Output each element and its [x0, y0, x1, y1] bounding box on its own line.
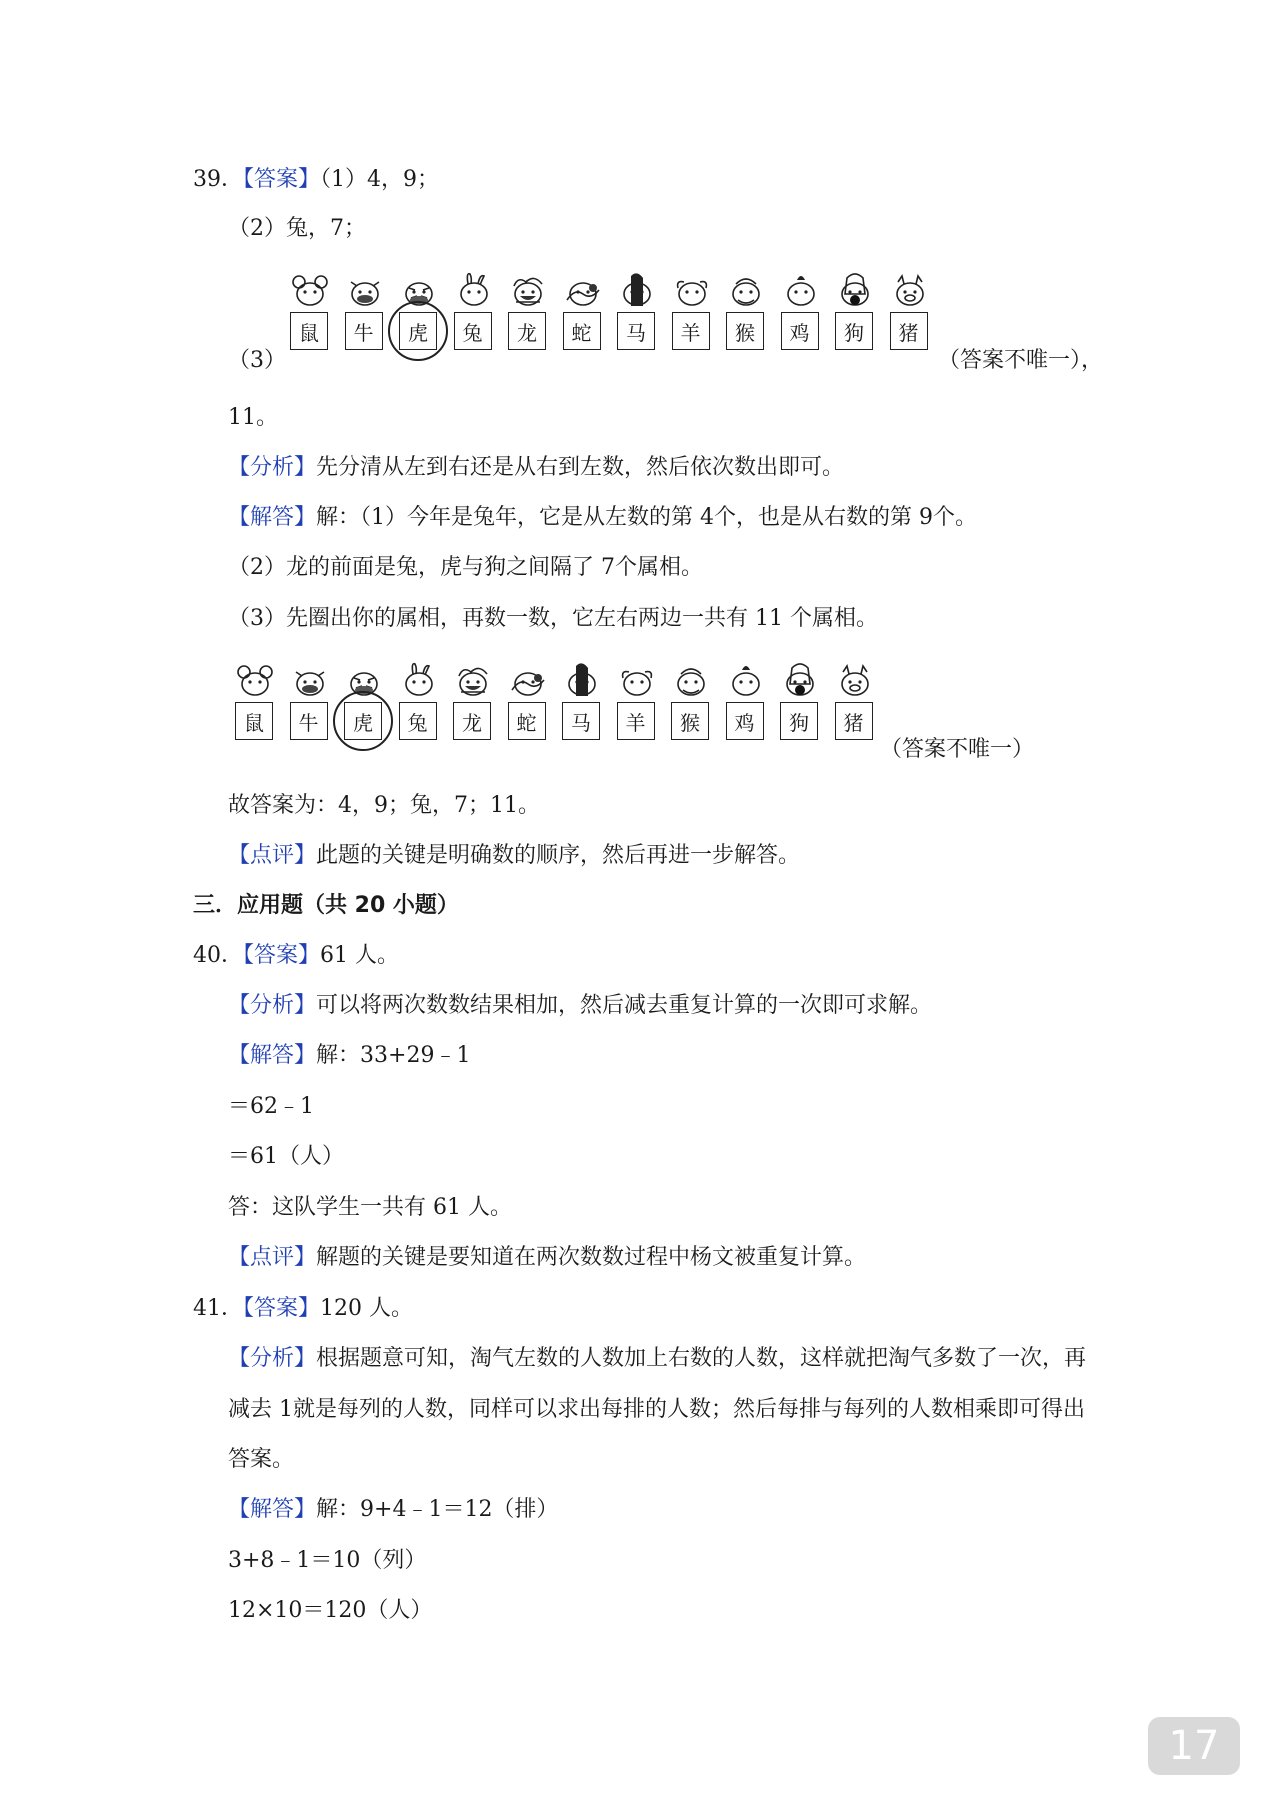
q41-analysis — [228, 1344, 1086, 1374]
q39-answer-line — [193, 165, 439, 195]
zodiac-label: 羊 — [672, 312, 710, 350]
q41-analysis-text: 根据题意可知，淘气左数的人数加上右数的人数，这样就把淘气多数了一次，再 — [316, 1346, 1087, 1371]
analysis-tag: 【分析】 — [228, 1346, 317, 1371]
selection-circle — [388, 301, 448, 361]
zodiac-label: 虎 — [344, 702, 382, 740]
zodiac-label: 马 — [617, 312, 655, 350]
zodiac-label: 兔 — [454, 312, 492, 350]
zodiac-label: 羊 — [617, 702, 655, 740]
q41-solution — [228, 1495, 558, 1525]
q40-comment — [228, 1243, 866, 1273]
horse-icon — [617, 272, 657, 310]
zodiac-label: 狗 — [780, 702, 818, 740]
q40-solution — [228, 1041, 470, 1071]
zodiac-cell-dog — [772, 662, 827, 748]
zodiac-row-1 — [282, 272, 936, 358]
rooster-icon — [726, 662, 766, 700]
q39-part3-end: 11。 — [228, 405, 278, 430]
dog-icon — [780, 662, 820, 700]
monkey-icon — [671, 662, 711, 700]
ox-icon — [290, 662, 330, 700]
horse-icon — [562, 662, 602, 700]
zodiac-cell-dragon — [445, 662, 500, 748]
q39-part3-label: （3） — [228, 348, 286, 373]
zodiac-label: 鸡 — [781, 312, 819, 350]
snake-icon — [563, 272, 603, 310]
zodiac-label: 猪 — [835, 702, 873, 740]
comment-tag: 【点评】 — [228, 843, 317, 868]
solution-tag: 【解答】 — [228, 1497, 317, 1522]
zodiac-label: 兔 — [399, 702, 437, 740]
q40-answer-line — [193, 941, 399, 971]
zodiac-cell-goat — [664, 272, 719, 358]
rooster-icon — [781, 272, 821, 310]
q39-number: 39． — [193, 167, 243, 192]
zodiac-label: 龙 — [508, 312, 546, 350]
zodiac-label: 鼠 — [235, 702, 273, 740]
zodiac-cell-rat — [227, 662, 282, 748]
snake-icon — [508, 662, 548, 700]
q39-solution-text: 解：（1）今年是兔年，它是从左数的第 4个，也是从右数的第 9个。 — [316, 505, 977, 530]
q40-solution-3: ＝61（人） — [228, 1144, 344, 1169]
q40-solution-2: ＝62﹣1 — [228, 1094, 314, 1119]
zodiac-cell-dragon — [500, 272, 555, 358]
zodiac-cell-rabbit — [446, 272, 501, 358]
zodiac-cell-rabbit — [391, 662, 446, 748]
zodiac-cell-goat — [609, 662, 664, 748]
zodiac-cell-ox — [282, 662, 337, 748]
goat-icon — [617, 662, 657, 700]
zodiac-label: 猴 — [671, 702, 709, 740]
zodiac-cell-monkey — [718, 272, 773, 358]
solution-tag: 【解答】 — [228, 505, 317, 530]
ox-icon — [345, 272, 385, 310]
q40-number: 40． — [193, 943, 243, 968]
zodiac-label: 鼠 — [290, 312, 328, 350]
q41-solution-3: 12×10＝120（人） — [228, 1598, 433, 1623]
zodiac-cell-tiger — [336, 662, 391, 748]
zodiac-row-2 — [227, 662, 881, 748]
pig-icon — [890, 272, 930, 310]
zodiac-cell-dog — [827, 272, 882, 358]
q39-part2: （2）兔，7； — [228, 216, 366, 241]
rat-icon — [290, 272, 330, 310]
zodiac-cell-snake — [500, 662, 555, 748]
zodiac-label: 猪 — [890, 312, 928, 350]
dragon-icon — [453, 662, 493, 700]
rabbit-icon — [399, 662, 439, 700]
zodiac-cell-rat — [282, 272, 337, 358]
q39-solution-2: （2）龙的前面是兔，虎与狗之间隔了 7个属相。 — [228, 555, 703, 580]
solution-tag: 【解答】 — [228, 1043, 317, 1068]
zodiac-label: 龙 — [453, 702, 491, 740]
page-number: 17 — [1148, 1717, 1240, 1775]
answer-tag: 【答案】 — [243, 943, 321, 968]
q39-solution — [228, 503, 977, 533]
rat-icon — [235, 662, 275, 700]
q41-answer-line — [193, 1294, 413, 1324]
q40-comment-text: 解题的关键是要知道在两次数数过程中杨文被重复计算。 — [316, 1245, 867, 1270]
zodiac-label: 牛 — [290, 702, 328, 740]
q39-comment — [228, 841, 800, 871]
selection-circle — [333, 691, 393, 751]
zodiac-label: 狗 — [835, 312, 873, 350]
zodiac-label: 虎 — [399, 312, 437, 350]
q40-analysis-text: 可以将两次数数结果相加，然后减去重复计算的一次即可求解。 — [316, 993, 933, 1018]
zodiac-cell-rooster — [773, 272, 828, 358]
q41-solution-text: 解：9+4﹣1＝12（排） — [316, 1497, 559, 1522]
q39-final: 故答案为：4，9；兔，7；11。 — [228, 793, 540, 818]
q40-solution-text: 解：33+29﹣1 — [316, 1043, 471, 1068]
q39-part3-note: （答案不唯一）， — [938, 348, 1104, 373]
q39-comment-text: 此题的关键是明确数的顺序，然后再进一步解答。 — [316, 843, 801, 868]
q41-solution-2: 3+8﹣1＝10（列） — [228, 1548, 427, 1573]
zodiac-cell-ox — [337, 272, 392, 358]
answer-tag: 【答案】 — [243, 167, 321, 192]
q39-answer: （1）4，9； — [320, 167, 440, 192]
zodiac-cell-horse — [609, 272, 664, 358]
zodiac-label: 马 — [562, 702, 600, 740]
zodiac-cell-rooster — [718, 662, 773, 748]
goat-icon — [672, 272, 712, 310]
q41-answer: 120 人。 — [320, 1296, 414, 1321]
zodiac-cell-monkey — [663, 662, 718, 748]
answer-tag: 【答案】 — [243, 1296, 321, 1321]
q39-analysis — [228, 453, 844, 483]
q40-analysis — [228, 991, 932, 1021]
rabbit-icon — [454, 272, 494, 310]
comment-tag: 【点评】 — [228, 1245, 317, 1270]
zodiac-label: 猴 — [726, 312, 764, 350]
dog-icon — [835, 272, 875, 310]
analysis-tag: 【分析】 — [228, 993, 317, 1018]
zodiac-label: 鸡 — [726, 702, 764, 740]
zodiac-cell-horse — [554, 662, 609, 748]
q40-answer: 61 人。 — [320, 943, 400, 968]
zodiac-label: 牛 — [345, 312, 383, 350]
section-heading: 三．应用题（共 20 小题） — [193, 893, 459, 918]
zodiac-cell-tiger — [391, 272, 446, 358]
q40-final: 答：这队学生一共有 61 人。 — [228, 1195, 512, 1220]
zodiac-label: 蛇 — [508, 702, 546, 740]
q41-analysis-3: 答案。 — [228, 1447, 295, 1472]
q39-solution-3: （3）先圈出你的属相，再数一数，它左右两边一共有 11 个属相。 — [228, 606, 878, 631]
zodiac-label: 蛇 — [563, 312, 601, 350]
analysis-tag: 【分析】 — [228, 455, 317, 480]
zodiac-cell-pig — [882, 272, 937, 358]
monkey-icon — [726, 272, 766, 310]
dragon-icon — [508, 272, 548, 310]
q41-number: 41． — [193, 1296, 243, 1321]
zodiac-cell-snake — [555, 272, 610, 358]
q39-analysis-text: 先分清从左到右还是从右到左数，然后依次数出即可。 — [316, 455, 845, 480]
q41-analysis-2: 减去 1就是每列的人数，同样可以求出每排的人数；然后每排与每列的人数相乘即可得出 — [228, 1397, 1085, 1422]
zodiac-cell-pig — [827, 662, 882, 748]
pig-icon — [835, 662, 875, 700]
q39-solution-note: （答案不唯一） — [880, 737, 1035, 762]
